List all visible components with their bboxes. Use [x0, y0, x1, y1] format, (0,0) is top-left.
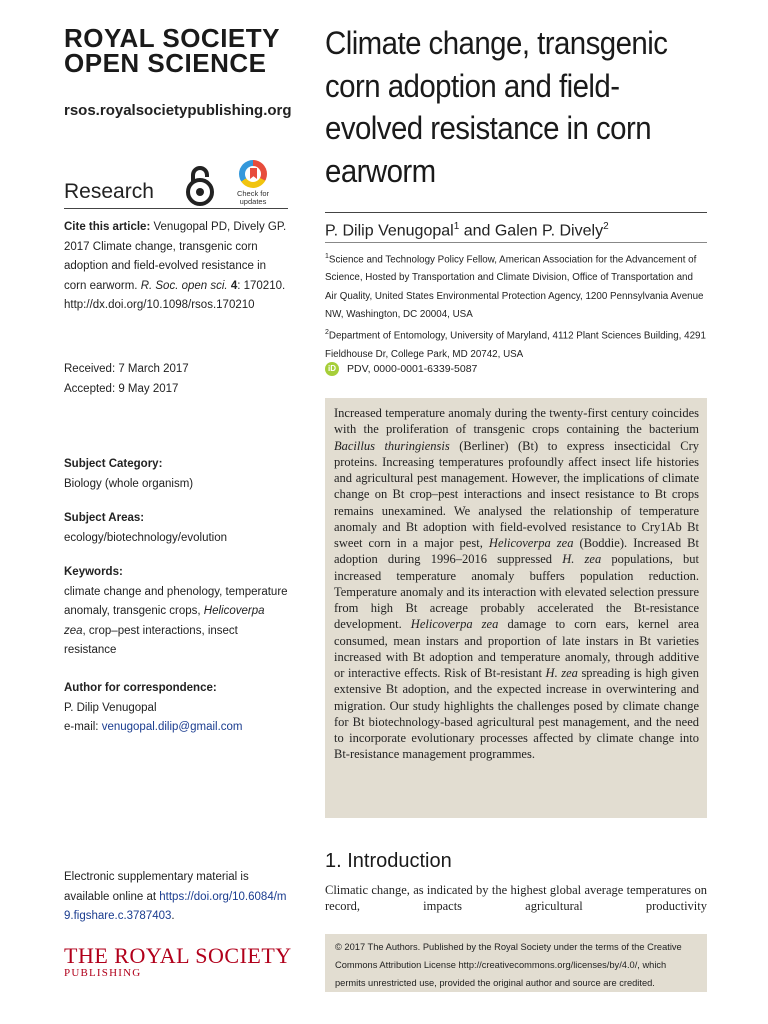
divider	[64, 208, 288, 209]
check-updates-icon	[239, 160, 267, 188]
citation-doi-link[interactable]: http://dx.doi.org/10.1098/rsos.170210	[64, 299, 255, 311]
supplementary-link[interactable]: https://doi.org/10.6084/m9.figshare.c.3787403	[64, 890, 287, 922]
correspondence-label: Author for correspondence:	[64, 682, 217, 694]
subject-areas	[64, 509, 288, 548]
publisher-logo	[64, 945, 292, 979]
publisher-name: THE ROYAL SOCIETY	[64, 943, 292, 968]
correspondence-name: P. Dilip Venugopal	[64, 701, 157, 714]
citation-article-number: : 170210.	[237, 279, 286, 292]
correspondence-email-link[interactable]: venugopal.dilip@gmail.com	[101, 721, 243, 733]
authors: P. Dilip Venugopal$^1$ and Galen P. Dively$^2$	[325, 221, 609, 240]
subject-category	[64, 455, 288, 494]
intro-paragraph: Climatic change, as indicated by the highest global average temperatures on record, impacts agricultural productivity	[325, 883, 707, 913]
dates-block	[64, 360, 288, 399]
orcid-icon: iD	[325, 362, 339, 376]
publisher-subtitle: PUBLISHING	[64, 967, 142, 979]
divider	[325, 212, 707, 213]
divider	[325, 242, 707, 243]
journal-name-line2: OPEN SCIENCE	[64, 48, 267, 78]
orcid-row[interactable]	[325, 362, 477, 376]
citation-block	[64, 218, 288, 316]
abstract-box	[325, 398, 707, 818]
article-title: Climate change, transgenic corn adoption and field-evolved resistance in corn earworm	[325, 25, 668, 189]
correspondence	[64, 679, 288, 738]
check-updates-line1: Check for	[236, 189, 270, 198]
correspondence-email-row: e-mail: venugopal.dilip@gmail.com	[64, 721, 243, 733]
author-2: Galen P. Dively	[494, 222, 604, 240]
orcid-id: PDV, 0000-0001-6339-5087	[347, 363, 478, 375]
subject-areas-label: Subject Areas:	[64, 512, 145, 524]
open-access-icon	[183, 163, 217, 207]
subject-category-label: Subject Category:	[64, 458, 163, 470]
journal-site-link[interactable]: rsos.royalsocietypublishing.org	[64, 102, 292, 119]
license-box: © 2017 The Authors. Published by the Royal Society under the terms of the Creative Commons Attribution License http://creativecommons.org/licenses/by/4.0/, which permits unrestricted use, provided the original author and source are credited.	[325, 934, 707, 992]
affiliation-2: $^2$Department of Entomology, University of Maryland, 4112 Plant Sciences Building, 4291 Fieldhouse Dr, College Park, MD 20742, USA	[325, 329, 706, 360]
received-date: Received: 7 March 2017	[64, 363, 189, 375]
citation-label: Cite this article:	[64, 221, 151, 233]
keywords-label: Keywords:	[64, 566, 123, 578]
accepted-date: Accepted: 9 May 2017	[64, 382, 179, 395]
journal-name-line1: ROYAL SOCIETY	[64, 23, 280, 53]
abstract-text: Increased temperature anomaly during the twenty-first century coincides with the proliferation of transgenic crops containing the bacterium Bacillus thuringiensis (Berliner) (Bt) to express insecticidal Cry proteins. Increasing temperatures profoundly affect insect life histories and agricultural pest management. However, the implications of climate change on Bt crop–pest interactions and insect resistance to Bt crops remains unexamined. We analysed the relationship of temperature anomaly and Bt adoption with field-evolved resistance to Cry1Ab Bt sweet corn in a major pest, Helicoverpa zea (Boddie). Increased Bt adoption during 1996–2016 suppressed H. zea populations, but increased temperature anomaly buffers population reduction. Temperature anomaly and its interaction with elevated selection pressure from high Bt acreage probably accelerated the Bt-resistance development. Helicoverpa zea damage to corn ears, kernel area consumed, mean instars and proportion of late instars in Bt varieties increased with Bt adoption and temperature anomaly, through additive or interactive effects. Risk of Bt-resistant H. zea spreading is high given extensive Bt adoption, and the expected increase in overwintering and migration. Our study highlights the challenges posed by climate change for Bt biotechnology-based agricultural pest management, and the need to incorporate evolutionary processes affected by climate change into Bt-resistance management programmes.	[334, 406, 699, 762]
keywords-value: climate change and phenology, temperature anomaly, transgenic crops, Helicoverpa zea, crop–pest interactions, insect resistance	[64, 585, 288, 656]
check-updates-line2: updates	[239, 197, 267, 206]
citation-text: Venugopal PD, Dively GP. 2017 Climate change, transgenic corn adoption and field-evolved resistance in corn earworm.	[64, 221, 287, 292]
article-type: Research	[64, 180, 154, 203]
subject-category-value: Biology (whole organism)	[64, 477, 194, 490]
keywords	[64, 563, 288, 661]
section-heading: 1. Introduction	[325, 850, 452, 872]
affiliations	[325, 248, 707, 364]
citation-volume: 4	[227, 279, 238, 292]
author-1: P. Dilip Venugopal	[325, 222, 454, 240]
affiliation-1: $^1$Science and Technology Policy Fellow, American Association for the Advancement of Science, Hosted by Transportation and Climate Division, Office of Transportation and Air Quality, United States Environmental Protection Agency, 1200 Pennsylvania Avenue NW, Washington, DC 20004, USA	[325, 253, 704, 320]
journal-logo	[64, 23, 280, 78]
supplementary-note: Electronic supplementary material is available online at https://doi.org/10.6084/m9.figshare.c.3787403.	[64, 871, 287, 922]
check-for-updates-button[interactable]	[230, 160, 276, 206]
citation-journal: R. Soc. open sci.	[140, 279, 228, 292]
subject-areas-value: ecology/biotechnology/evolution	[64, 531, 228, 544]
